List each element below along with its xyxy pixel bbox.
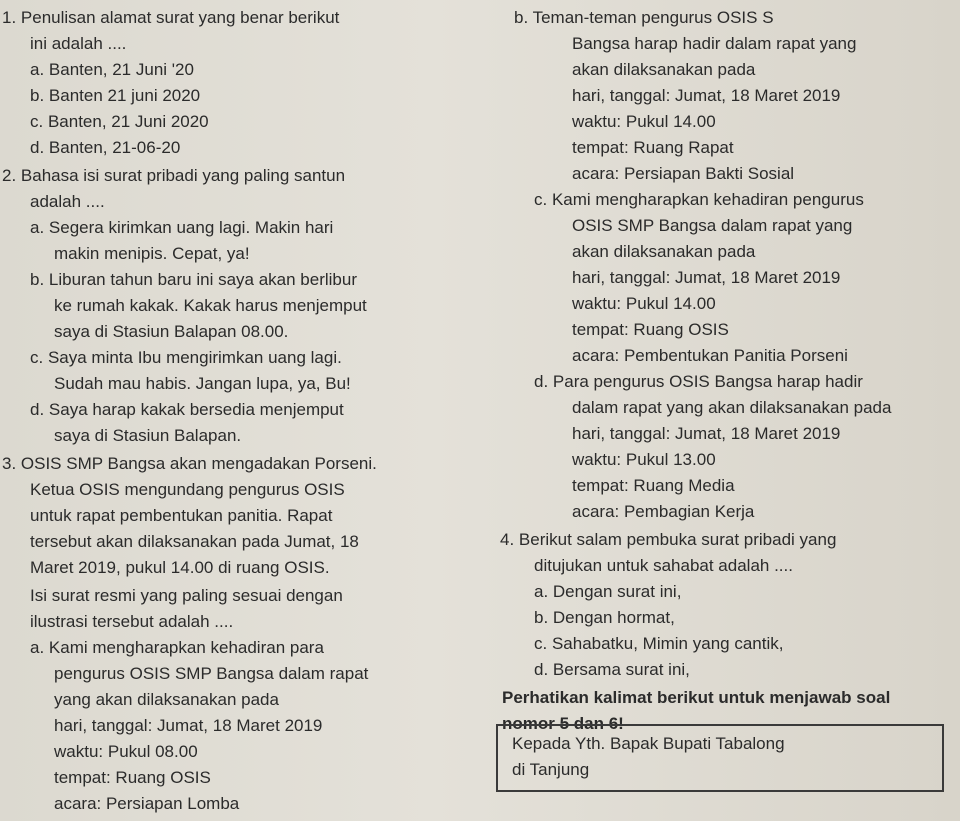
q2-option-d-line-2: saya di Stasiun Balapan. <box>54 426 242 445</box>
instruction-line-1: Perhatikan kalimat berikut untuk menjawab soal <box>502 688 891 707</box>
instruction-line-2: nomor 5 dan 6! <box>502 714 624 733</box>
q2-option-d-line-1: d. Saya harap kakak bersedia menjemput <box>30 400 344 419</box>
q2-option-c-line-1: c. Saya minta Ibu mengirimkan uang lagi. <box>30 348 342 367</box>
q1-stem-line-1: 1. Penulisan alamat surat yang benar berikut <box>2 8 340 27</box>
q3-option-a-line-7: acara: Persiapan Lomba <box>54 794 240 813</box>
q3-option-d-line-2: dalam rapat yang akan dilaksanakan pada <box>572 398 892 417</box>
address-line-1: Kepada Yth. Bapak Bupati Tabalong <box>512 734 785 753</box>
q3-option-a-line-6: tempat: Ruang OSIS <box>54 768 211 787</box>
q3-option-c-line-4: hari, tanggal: Jumat, 18 Maret 2019 <box>572 268 841 287</box>
q1-option-d: d. Banten, 21-06-20 <box>30 138 181 157</box>
q3-stem-line-6: Isi surat resmi yang paling sesuai dengan <box>30 586 343 605</box>
q3-option-c-line-7: acara: Pembentukan Panitia Porseni <box>572 346 848 365</box>
q3-option-b-line-4: hari, tanggal: Jumat, 18 Maret 2019 <box>572 86 841 105</box>
q3-stem-line-7: ilustrasi tersebut adalah .... <box>30 612 234 631</box>
q3-option-a-line-1: a. Kami mengharapkan kehadiran para <box>30 638 324 657</box>
q2-option-c-line-2: Sudah mau habis. Jangan lupa, ya, Bu! <box>54 374 351 393</box>
q3-stem-line-3: untuk rapat pembentukan panitia. Rapat <box>30 506 333 525</box>
q3-option-a-line-3: yang akan dilaksanakan pada <box>54 690 279 709</box>
q4-option-d: d. Bersama surat ini, <box>534 660 690 679</box>
q3-option-b-line-7: acara: Persiapan Bakti Sosial <box>572 164 795 183</box>
q3-option-b-line-6: tempat: Ruang Rapat <box>572 138 734 157</box>
q3-option-a-line-5: waktu: Pukul 08.00 <box>54 742 198 761</box>
q3-option-d-line-1: d. Para pengurus OSIS Bangsa harap hadir <box>534 372 863 391</box>
q3-option-c-line-5: waktu: Pukul 14.00 <box>572 294 716 313</box>
q3-option-b-line-3: akan dilaksanakan pada <box>572 60 756 79</box>
q3-option-d-line-3: hari, tanggal: Jumat, 18 Maret 2019 <box>572 424 841 443</box>
q1-option-c: c. Banten, 21 Juni 2020 <box>30 112 209 131</box>
address-line-2: di Tanjung <box>512 760 590 779</box>
q3-option-b-line-1: b. Teman-teman pengurus OSIS S <box>514 8 774 27</box>
q3-option-d-line-4: waktu: Pukul 13.00 <box>572 450 716 469</box>
q3-stem-line-4: tersebut akan dilaksanakan pada Jumat, 18 <box>30 532 359 551</box>
q2-option-a-line-1: a. Segera kirimkan uang lagi. Makin hari <box>30 218 334 237</box>
q2-option-a-line-2: makin menipis. Cepat, ya! <box>54 244 250 263</box>
q1-stem-line-2: ini adalah .... <box>30 34 127 53</box>
q4-option-c: c. Sahabatku, Mimin yang cantik, <box>534 634 784 653</box>
q3-stem-line-5: Maret 2019, pukul 14.00 di ruang OSIS. <box>30 558 330 577</box>
q2-option-b-line-1: b. Liburan tahun baru ini saya akan berlibur <box>30 270 357 289</box>
q4-option-b: b. Dengan hormat, <box>534 608 675 627</box>
q1-option-a: a. Banten, 21 Juni '20 <box>30 60 194 79</box>
q3-option-c-line-1: c. Kami mengharapkan kehadiran pengurus <box>534 190 864 209</box>
q4-stem-line-2: ditujukan untuk sahabat adalah .... <box>534 556 793 575</box>
q4-stem-line-1: 4. Berikut salam pembuka surat pribadi yang <box>500 530 837 549</box>
q3-option-b-line-2: Bangsa harap hadir dalam rapat yang <box>572 34 857 53</box>
q3-option-c-line-2: OSIS SMP Bangsa dalam rapat yang <box>572 216 853 235</box>
q2-stem-line-1: 2. Bahasa isi surat pribadi yang paling santun <box>2 166 346 185</box>
q3-stem-line-1: 3. OSIS SMP Bangsa akan mengadakan Porseni. <box>2 454 377 473</box>
q4-option-a: a. Dengan surat ini, <box>534 582 682 601</box>
q3-option-c-line-6: tempat: Ruang OSIS <box>572 320 729 339</box>
q3-option-d-line-6: acara: Pembagian Kerja <box>572 502 755 521</box>
q2-option-b-line-2: ke rumah kakak. Kakak harus menjemput <box>54 296 367 315</box>
address-box <box>496 724 944 792</box>
q3-option-c-line-3: akan dilaksanakan pada <box>572 242 756 261</box>
q2-stem-line-2: adalah .... <box>30 192 105 211</box>
q3-stem-line-2: Ketua OSIS mengundang pengurus OSIS <box>30 480 345 499</box>
q3-option-a-line-2: pengurus OSIS SMP Bangsa dalam rapat <box>54 664 369 683</box>
q2-option-b-line-3: saya di Stasiun Balapan 08.00. <box>54 322 289 341</box>
q3-option-b-line-5: waktu: Pukul 14.00 <box>572 112 716 131</box>
q3-option-a-line-4: hari, tanggal: Jumat, 18 Maret 2019 <box>54 716 323 735</box>
q3-option-d-line-5: tempat: Ruang Media <box>572 476 735 495</box>
q1-option-b: b. Banten 21 juni 2020 <box>30 86 201 105</box>
